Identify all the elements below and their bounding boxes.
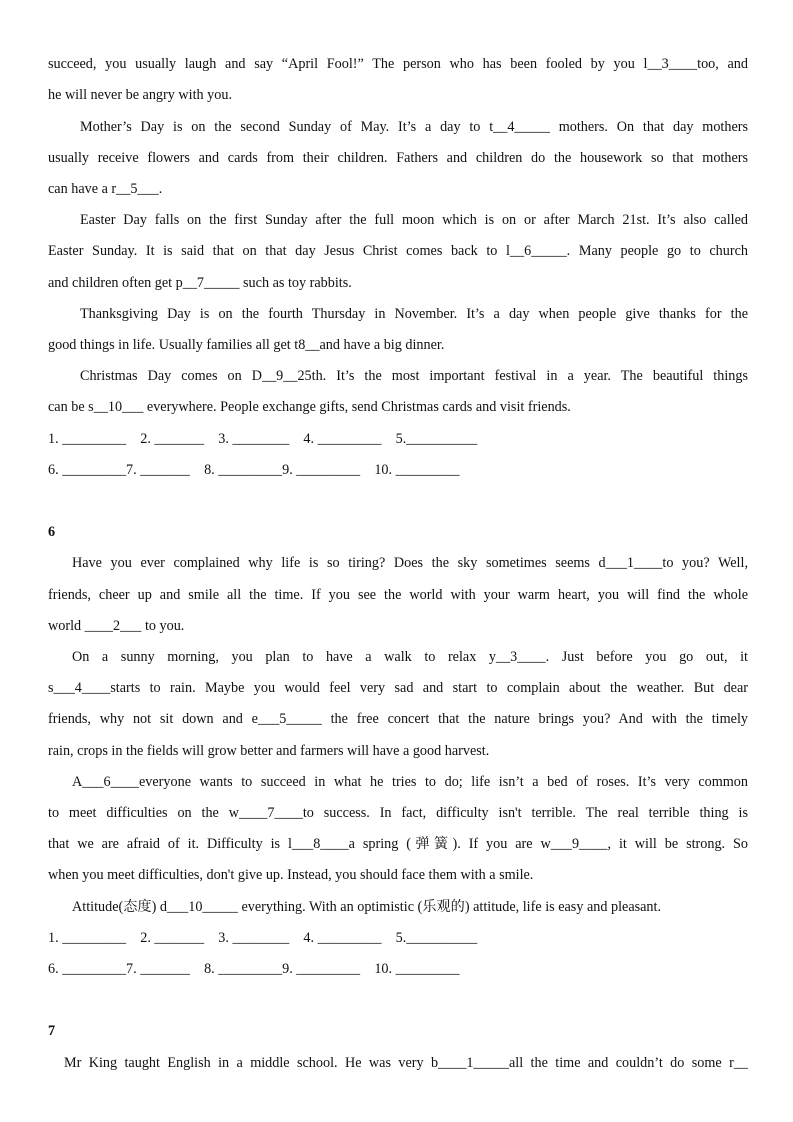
s5-line-6: Easter Day falls on the first Sunday after the full moon which is on or after March 21st. It’s also called xyxy=(80,212,748,228)
s5-line-3: Mother’s Day is on the second Sunday of May. It’s a day to t__4_____ mothers. On that day mothers xyxy=(80,119,748,135)
s6-line-8: A___6____everyone wants to succeed in what he tries to do; life isn’t a bed of roses. It’s very common xyxy=(72,774,748,790)
s6-line-11: when you meet difficulties, don't give up. Instead, you should face them with a smile. xyxy=(48,867,534,883)
s5-line-7: Easter Sunday. It is said that on that day Jesus Christ comes back to l__6_____. Many people go to church xyxy=(48,243,748,259)
s5-line-8: and children often get p__7_____ such as toy rabbits. xyxy=(48,275,352,291)
s5-line-1: succeed, you usually laugh and say “April Fool!” The person who has been fooled by you l__3____too, and xyxy=(48,56,748,72)
s6-line-5: s___4____starts to rain. Maybe you would feel very sad and start to complain about the weather. But dear xyxy=(48,680,748,696)
s7-number: 7 xyxy=(48,1023,56,1039)
s6-answer-row-2: 6. _________7. _______ 8. _________9. _________ 10. _________ xyxy=(48,961,460,977)
s5-line-11: Christmas Day comes on D__9__25th. It’s the most important festival in a year. The beautiful things xyxy=(80,368,748,384)
s6-answer-row-1: 1. _________ 2. _______ 3. ________ 4. _________ 5.__________ xyxy=(48,930,478,946)
s6-line-3: world ____2___ to you. xyxy=(48,618,185,634)
s6-line-6: friends, why not sit down and e___5_____ the free concert that the nature brings you? And with the timely xyxy=(48,711,748,727)
s5-answer-row-2: 6. _________7. _______ 8. _________9. _________ 10. _________ xyxy=(48,462,460,478)
s5-line-2: he will never be angry with you. xyxy=(48,87,232,103)
s6-line-10: that we are afraid of it. Difficulty is l___8____a spring (弹簧). If you are w___9____, it will be strong. So xyxy=(48,836,748,852)
s5-line-10: good things in life. Usually families all get t8__and have a big dinner. xyxy=(48,337,445,353)
s6-line-4: On a sunny morning, you plan to have a walk to relax y__3____. Just before you go out, it xyxy=(72,649,748,665)
s6-line-12: Attitude(态度) d___10_____ everything. With an optimistic (乐观的) attitude, life is easy and pleasant. xyxy=(72,899,662,915)
s6-line-9: to meet difficulties on the w____7____to success. In fact, difficulty isn't terrible. The real terrible thing is xyxy=(48,805,748,821)
s6-number: 6 xyxy=(48,524,56,540)
s5-line-9: Thanksgiving Day is on the fourth Thursday in November. It’s a day when people give thanks for the xyxy=(80,306,748,322)
s6-line-2: friends, cheer up and smile all the time. If you see the world with your warm heart, you will find the whole xyxy=(48,587,748,603)
s5-line-12: can be s__10___ everywhere. People exchange gifts, send Christmas cards and visit friends. xyxy=(48,399,571,415)
s5-line-5: can have a r__5___. xyxy=(48,181,163,197)
s7-line-1: Mr King taught English in a middle school. He was very b____1_____all the time and couldn’t do some r__ xyxy=(64,1055,748,1071)
s5-line-4: usually receive flowers and cards from their children. Fathers and children do the housework so that mothers xyxy=(48,150,748,166)
s5-answer-row-1: 1. _________ 2. _______ 3. ________ 4. _________ 5.__________ xyxy=(48,431,478,447)
s6-line-7: rain, crops in the fields will grow better and farmers will have a good harvest. xyxy=(48,743,490,759)
s6-line-1: Have you ever complained why life is so tiring? Does the sky sometimes seems d___1____to you? Well, xyxy=(72,555,748,571)
